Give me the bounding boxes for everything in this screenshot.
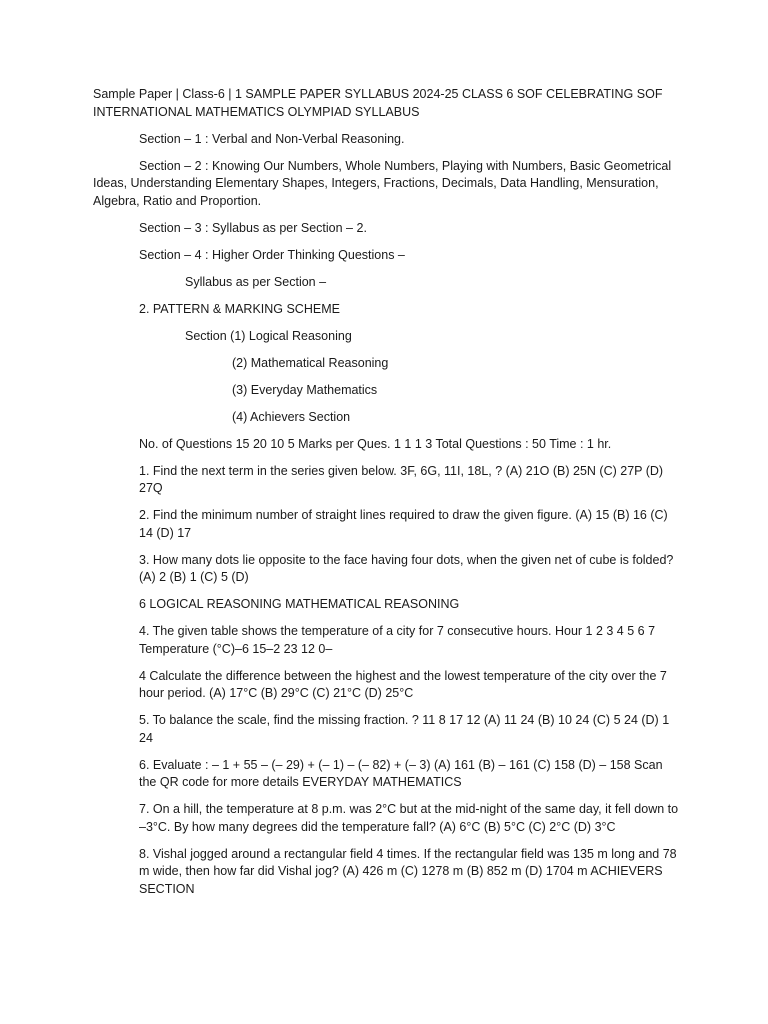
document-page <box>93 86 683 908</box>
section-3-line: Section – 3 : Syllabus as per Section – 2. <box>139 220 367 235</box>
section-4-syllabus-line: Syllabus as per Section – <box>185 274 327 289</box>
question-8: 8. Vishal jogged around a rectangular field 4 times. If the rectangular field was 135 m long and 78 m wide, then how far did Vishal jog? (A) 426 m (C) 1278 m (B) 852 m (D) 1704 m ACHIEVERS SECTION <box>139 846 677 896</box>
section-2-line: Section – 2 : Knowing Our Numbers, Whole Numbers, Playing with Numbers, Basic Geometrical Ideas, Understanding Elementary Shapes, Integers, Fractions, Decimals, Data Handling, Mensuration, Algebra, Ratio and Proportion. <box>93 158 672 208</box>
question-4: 4. The given table shows the temperature of a city for 7 consecutive hours. Hour 1 2 3 4 5 6 7 Temperature (°C)–6 15–2 23 12 0– <box>139 624 656 656</box>
question-2: 2. Find the minimum number of straight lines required to draw the given figure. (A) 15 (B) 16 (C) 14 (D) 17 <box>139 508 668 540</box>
section-1-line: Section – 1 : Verbal and Non-Verbal Reasoning. <box>139 131 405 146</box>
pattern-section-3: (3) Everyday Mathematics <box>232 382 378 397</box>
question-5: 5. To balance the scale, find the missing fraction. ? 11 8 17 12 (A) 11 24 (B) 10 24 (C) 5 24 (D) 1 24 <box>139 713 670 745</box>
marks-line: No. of Questions 15 20 10 5 Marks per Ques. 1 1 1 3 Total Questions : 50 Time : 1 hr. <box>139 436 612 451</box>
question-4-continued: 4 Calculate the difference between the highest and the lowest temperature of the city over the 7 hour period. (A) 17°C (B) 29°C (C) 21°C (D) 25°C <box>139 668 667 700</box>
question-7: 7. On a hill, the temperature at 8 p.m. was 2°C but at the mid-night of the same day, it fell down to –3°C. By how many degrees did the temperature fall? (A) 6°C (B) 5°C (C) 2°C (D) 3°C <box>139 802 679 834</box>
pattern-section-4: (4) Achievers Section <box>232 409 351 424</box>
document-header: Sample Paper | Class-6 | 1 SAMPLE PAPER SYLLABUS 2024-25 CLASS 6 SOF CELEBRATING SOF INTERNATIONAL MATHEMATICS OLYMPIAD SYLLABUS <box>93 87 663 119</box>
section-4-line: Section – 4 : Higher Order Thinking Questions – <box>139 247 405 262</box>
section-heading-line: 6 LOGICAL REASONING MATHEMATICAL REASONING <box>139 597 460 611</box>
pattern-section-2: (2) Mathematical Reasoning <box>232 355 389 370</box>
pattern-section-1: Section (1) Logical Reasoning <box>185 328 352 343</box>
question-6: 6. Evaluate : – 1 + 55 – (– 29) + (– 1) – (– 82) + (– 3) (A) 161 (B) – 161 (C) 158 (D) – 158 Scan the QR code for more details EVERYDAY MATHEMATICS <box>139 757 663 789</box>
pattern-heading: 2. PATTERN & MARKING SCHEME <box>139 301 340 316</box>
question-3: 3. How many dots lie opposite to the face having four dots, when the given net of cube is folded? (A) 2 (B) 1 (C) 5 (D) <box>139 552 674 584</box>
question-1: 1. Find the next term in the series given below. 3F, 6G, 11I, 18L, ? (A) 21O (B) 25N (C) 27P (D) 27Q <box>139 463 664 495</box>
